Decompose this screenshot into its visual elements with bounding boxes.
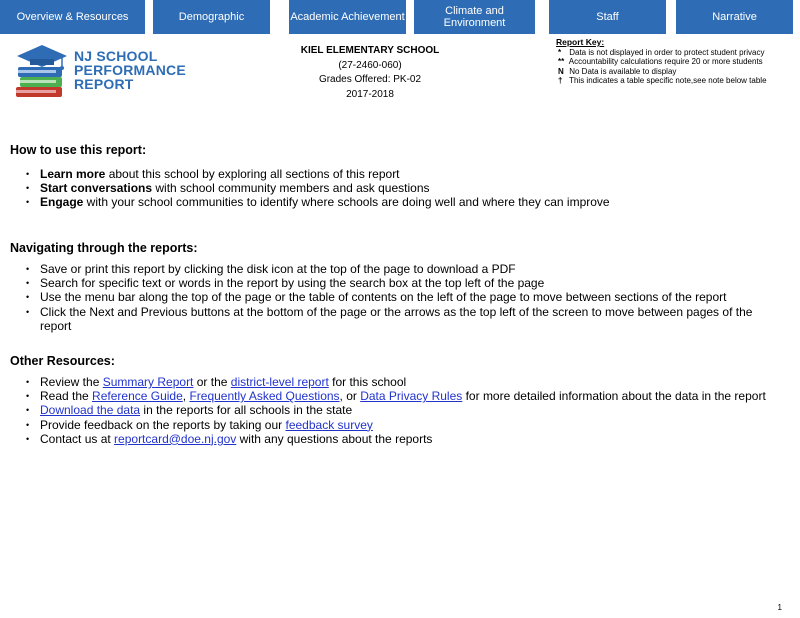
tab-academic-achievement[interactable]: Academic Achievement [289,0,406,34]
list-item-text: Save or print this report by clicking the disk icon at the top of the page to download a PDF [40,262,516,276]
list-item [10,195,780,209]
how-to-use-list [10,167,780,210]
logo-line-2: PERFORMANCE [74,62,186,78]
download-data-link[interactable]: Download the data [40,403,141,418]
logo-line-1: NJ SCHOOL [74,48,158,64]
list-item-text: Use the menu bar along the top of the page or the table of contents on the left of the page to move between sections of the report [40,290,727,305]
summary-report-link[interactable]: Summary Report [102,375,194,389]
key-text: No Data is available to display [569,66,677,76]
key-symbol: † [558,76,563,85]
tab-staff[interactable]: Staff [549,0,666,34]
school-code: (27-2460-060) [338,59,402,71]
bullet-icon: • [26,405,30,416]
tab-climate-environment[interactable]: Climate and Environment [414,0,535,34]
list-item-text: with any questions about the reports [236,431,433,446]
bullet-icon: • [26,264,30,274]
school-year: 2017-2018 [346,88,394,100]
report-key-item [556,76,796,86]
list-item [10,305,780,333]
bullet-icon: • [26,419,30,430]
key-symbol: * [558,47,562,57]
list-item-text: with school community members and ask questions [152,181,430,196]
report-key-item [556,48,796,58]
school-info [275,44,465,102]
navigating-list [10,262,780,333]
list-item-text: , or [339,389,361,404]
nj-school-performance-report-logo [12,40,187,102]
grades-offered: Grades Offered: PK-02 [318,74,422,85]
page-number: 1 [777,603,782,612]
top-nav [0,0,800,34]
list-item [10,432,780,446]
tab-overview-resources[interactable]: Overview & Resources [0,0,145,34]
bullet-icon: • [26,377,30,387]
list-item-text: Provide feedback on the reports by taking our [40,417,286,432]
list-item [10,418,780,432]
list-item-text: Review the [40,375,103,389]
list-item-text: Click the Next and Previous buttons at the bottom of the page or the arrows as the top left of the screen to move between pages of the report [40,304,753,333]
report-key [556,38,796,86]
bullet-icon: • [26,433,30,444]
logo-wordmark [74,49,186,91]
faq-link[interactable]: Frequently Asked Questions [189,389,340,404]
bullet-icon: • [26,278,30,289]
list-item [10,276,780,290]
other-resources-heading: Other Resources: [10,354,115,368]
tab-demographic[interactable]: Demographic [153,0,270,34]
feedback-survey-link[interactable]: feedback survey [285,417,373,432]
list-item [10,403,780,417]
list-item-text: about this school by exploring all sections of this report [105,167,400,181]
list-item-text: for this school [328,375,407,389]
bullet-icon: • [26,292,30,303]
list-item [10,167,780,181]
report-key-item [556,67,796,77]
list-item-bold: Learn more [40,167,106,181]
bullet-icon: • [26,391,30,402]
bullet-icon: • [26,306,30,317]
list-item-text: Read the [40,389,93,404]
school-name: KIEL ELEMENTARY SCHOOL [300,45,440,56]
list-item [10,389,780,403]
bullet-icon: • [26,169,30,179]
other-resources-list [10,375,780,446]
list-item-text: with your school communities to identify where schools are doing well and where they can improve [83,195,610,210]
how-to-use-heading: How to use this report: [10,143,147,157]
reference-guide-link[interactable]: Reference Guide [92,389,183,404]
report-key-title: Report Key: [556,37,605,47]
bullet-icon: • [26,197,30,208]
data-privacy-rules-link[interactable]: Data Privacy Rules [360,389,463,404]
list-item-text: Contact us at [40,431,115,446]
key-symbol: ** [558,57,565,66]
books-graduation-cap-icon [12,40,74,102]
list-item [10,262,780,276]
key-symbol: N [558,66,564,76]
contact-email-link[interactable]: reportcard@doe.nj.gov [114,431,237,446]
tab-narrative[interactable]: Narrative [676,0,793,34]
navigating-heading: Navigating through the reports: [10,241,198,255]
district-level-report-link[interactable]: district-level report [230,375,329,389]
list-item-text: or the [193,375,231,389]
bullet-icon: • [26,183,30,194]
list-item-bold: Engage [40,195,84,210]
list-item [10,290,780,304]
key-text: Accountability calculations require 20 or more students [568,57,763,66]
list-item [10,375,780,389]
report-key-item [556,57,796,67]
list-item-text: for more detailed information about the data in the report [462,389,766,404]
list-item-text: Search for specific text or words in the report by using the search box at the top left of the page [40,276,545,291]
list-item-bold: Start conversations [40,181,153,196]
logo-line-3: REPORT [74,76,134,92]
list-item [10,181,780,195]
list-item-text: in the reports for all schools in the state [140,403,353,418]
list-item-text: , [182,389,190,404]
key-text: Data is not displayed in order to protect student privacy [569,47,765,57]
key-text: This indicates a table specific note,see note below table [569,76,767,85]
